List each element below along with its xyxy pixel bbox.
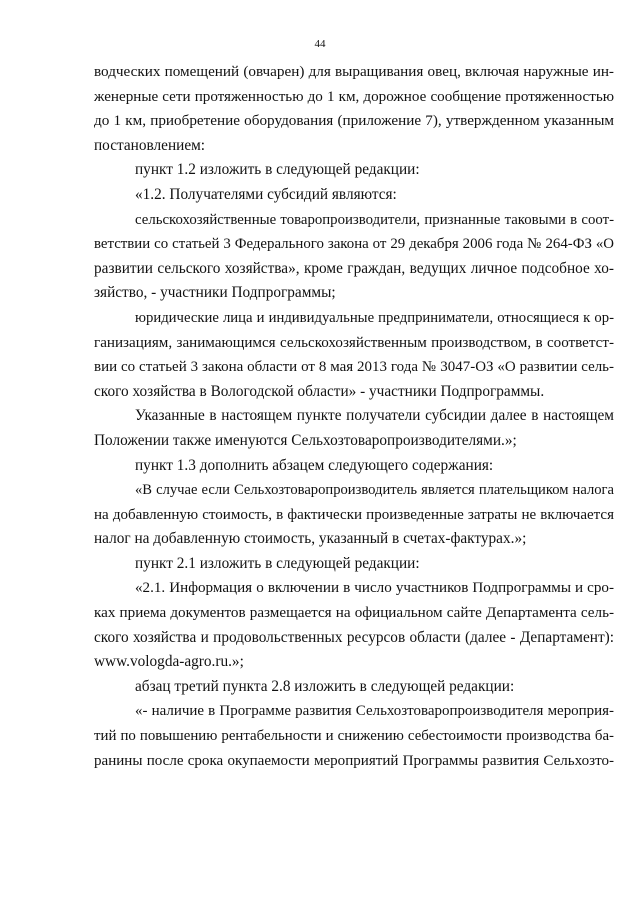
text-line: ветствии со статьей 3 Федерального закона от 29 декабря 2006 года № 264-ФЗ «О <box>94 236 614 253</box>
text-line: www.vologda-agro.ru.»; <box>94 653 244 671</box>
text-line: сельскохозяйственные товаропроизводители, признанные таковыми в соот- <box>135 211 614 228</box>
text-line: ранины после срока окупаемости мероприятий Программы развития Сельхозто- <box>94 752 614 769</box>
text-line: до 1 км, приобретение оборудования (приложение 7), утвержденном указанным <box>94 112 614 130</box>
text-line: зяйство, - участники Подпрограммы; <box>94 284 336 302</box>
text-line: ганизациям, занимающимся сельскохозяйственным производством, в соответст- <box>94 334 614 351</box>
document-text <box>94 60 614 773</box>
text-line: ского хозяйства в Вологодской области» - участники Подпрограммы. <box>94 382 545 400</box>
text-line: юридические лица и индивидуальные предприниматели, относящиеся к ор- <box>135 309 614 326</box>
text-line: водческих помещений (овчарен) для выращивания овец, включая наружные ин- <box>94 63 614 80</box>
text-line: вии со статьей 3 закона области от 8 мая 2013 года № 3047-ОЗ «О развитии сель- <box>94 359 614 376</box>
page-number: 44 <box>314 38 326 50</box>
text-line: ках приема документов размещается на официальном сайте Департамента сель- <box>94 605 614 622</box>
text-line: ского хозяйства и продовольственных ресурсов области (далее - Департамент): <box>94 628 614 646</box>
text-line: Указанные в настоящем пункте получатели субсидии далее в настоящем <box>135 407 614 425</box>
text-line: развитии сельского хозяйства», кроме граждан, ведущих личное подсобное хо- <box>94 259 614 277</box>
text-line: постановлением: <box>94 136 206 154</box>
text-line: «В случае если Сельхозтоваропроизводитель является плательщиком налога <box>135 482 614 499</box>
text-line: на добавленную стоимость, в фактически произведенные затраты не включается <box>94 506 614 523</box>
text-line: «1.2. Получателями субсидий являются: <box>135 185 397 203</box>
text-line: пункт 1.3 дополнить абзацем следующего содержания: <box>135 456 494 474</box>
text-line: «- наличие в Программе развития Сельхозтоваропроизводителя мероприя- <box>135 703 614 720</box>
text-line: абзац третий пункта 2.8 изложить в следующей редакции: <box>135 677 515 695</box>
text-line: тий по повышению рентабельности и снижению себестоимости производства ба- <box>94 728 614 745</box>
text-line: налог на добавленную стоимость, указанный в счетах-фактурах.»; <box>94 530 527 548</box>
text-line: Положении также именуются Сельхозтоваропроизводителями.»; <box>94 431 517 449</box>
text-line: пункт 1.2 изложить в следующей редакции: <box>135 161 420 179</box>
text-line: «2.1. Информация о включении в число участников Подпрограммы и сро- <box>135 580 614 597</box>
text-line: пункт 2.1 изложить в следующей редакции: <box>135 554 420 572</box>
text-line: женерные сети протяженностью до 1 км, дорожное сообщение протяженностью <box>94 88 614 105</box>
